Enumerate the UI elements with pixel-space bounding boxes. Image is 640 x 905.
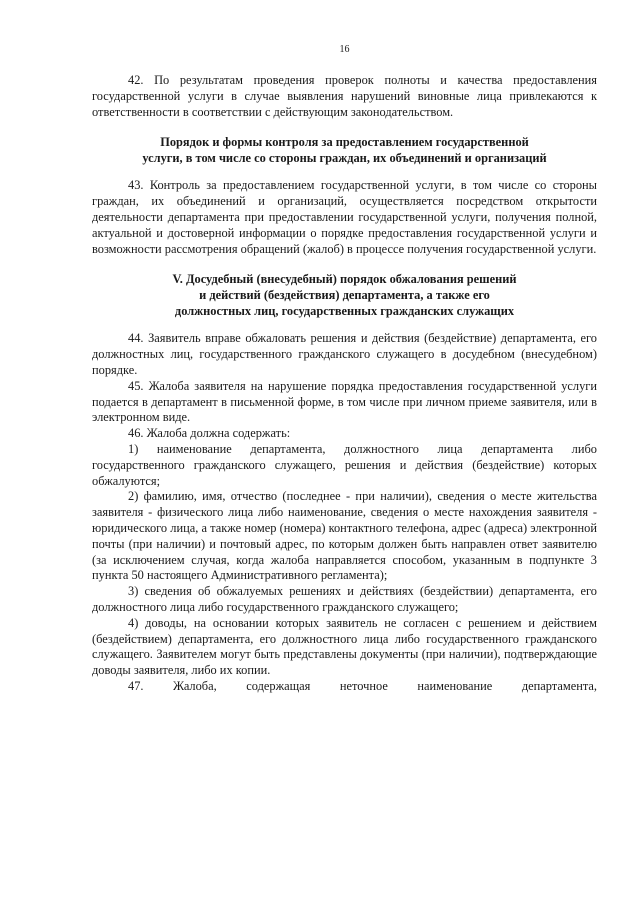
document-body	[92, 73, 597, 695]
paragraph-45: 45. Жалоба заявителя на нарушение порядка предоставления государственной услуги подается в департамент в письменной форме, в том числе при личном приеме заявителя, или в электронном виде.	[92, 378, 597, 425]
paragraph-46-item-1: 1) наименование департамента, должностного лица департамента либо государственного гражданского служащего, решения и действия (бездействие) которых обжалуются;	[92, 441, 597, 488]
paragraph-46: 46. Жалоба должна содержать:	[128, 426, 291, 441]
paragraph-42: 42. По результатам проведения проверок полноты и качества предоставления государственной услуги в случае выявления нарушений виновные лица привлекаются к ответственности в соответствии с действующим законодательством.	[92, 73, 597, 119]
paragraph-46-item-4: 4) доводы, на основании которых заявитель не согласен с решением и действием (бездействием) департамента, его должностного лица либо государственного гражданского служащего. Заявителем могут быть представлены документы (при наличии), подтверждающие доводы заявителя, либо их копии.	[92, 615, 597, 678]
paragraph-46-item-2: 2) фамилию, имя, отчество (последнее - при наличии), сведения о месте жительства заявителя - физического лица либо наименование, сведения о месте нахождения заявителя - юридического лица, а также номер (номера) контактного телефона, адрес (адреса) электронной почты (при наличии) и почтовый адрес, по которым должен быть направлен ответ заявителю (за исключением случая, когда жалоба направляется способом, указанным в подпункте 3 пункта 50 настоящего Административного регламента);	[92, 489, 597, 583]
paragraph-46-item-3: 3) сведения об обжалуемых решениях и действиях (бездействии) департамента, его должностного лица либо государственного гражданского служащего;	[92, 584, 597, 614]
section-heading-control	[92, 134, 597, 166]
page-number: 16	[339, 44, 350, 55]
section-heading-appeal-line3: должностных лиц, государственных гражданских служащих	[174, 304, 515, 319]
section-heading-appeal-line2: и действий (бездействия) департамента, а также его	[199, 288, 490, 303]
section-heading-appeal	[92, 271, 597, 319]
section-heading-appeal-line1: V. Досудебный (внесудебный) порядок обжалования решений	[172, 272, 517, 287]
paragraph-47: 47. Жалоба, содержащая неточное наименование департамента,	[128, 678, 597, 693]
section-heading-control-line2: услуги, в том числе со стороны граждан, их объединений и организаций	[142, 151, 547, 166]
paragraph-43: 43. Контроль за предоставлением государственной услуги, в том числе со стороны граждан, их объединений и организаций, осуществляется посредством открытости деятельности департамента при предоставлении государственной услуги, получения полной, актуальной и достоверной информации о порядке предоставления государственной услуги и возможности рассмотрения обращений (жалоб) в процессе получения государственной услуги.	[92, 178, 597, 256]
section-heading-control-line1: Порядок и формы контроля за предоставлением государственной	[160, 135, 529, 150]
paragraph-44: 44. Заявитель вправе обжаловать решения и действия (бездействие) департамента, его должностных лиц, государственного гражданского служащего в досудебном (внесудебном) порядке.	[92, 331, 597, 377]
